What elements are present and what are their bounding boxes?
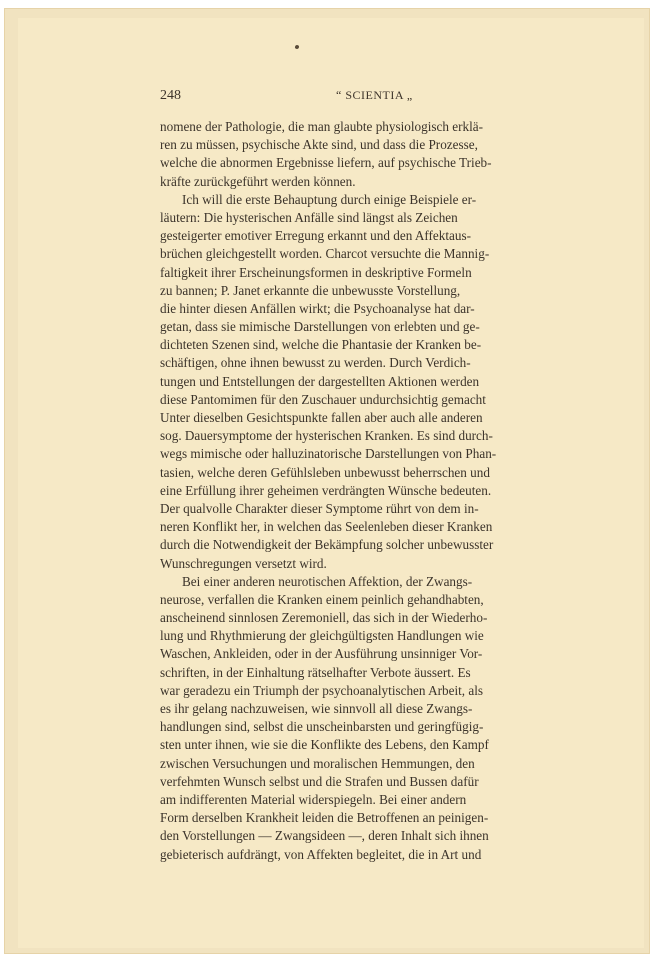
text-line: ren zu müssen, psychische Akte sind, und dass die Prozesse, — [160, 137, 478, 153]
text-line: neren Konflikt her, in welchen das Seelenleben dieser Kranken — [160, 519, 493, 535]
text-line: es ihr gelang nachzuweisen, wie sinnvoll all diese Zwangs- — [160, 701, 473, 716]
text-line: Ich will die erste Behauptung durch einige Beispiele er- — [182, 191, 477, 207]
text-line: wegs mimische oder halluzinatorische Darstellungen von Phan- — [160, 446, 497, 462]
text-line: Der qualvolle Charakter dieser Symptome rührt von dem in- — [160, 500, 479, 516]
text-line: handlungen sind, selbst die unscheinbarsten und geringfügig- — [160, 719, 484, 735]
text-line: läutern: Die hysterischen Anfälle sind längst als Zeichen — [160, 209, 458, 225]
text-line: getan, dass sie mimische Darstellungen von erlebten und ge- — [160, 319, 480, 335]
text-line: Wunschregungen versetzt wird. — [160, 555, 327, 571]
text-line: Form derselben Krankheit leiden die Betroffenen an peinigen- — [160, 810, 489, 826]
text-line: schäftigen, ohne ihnen bewusst zu werden. Durch Verdich- — [160, 355, 471, 371]
text-line: lung und Rhythmierung der gleichgültigsten Handlungen wie — [160, 628, 484, 644]
text-line: zu bannen; P. Janet erkannte die unbewusste Vorstellung, — [160, 282, 461, 298]
text-line: tasien, welche deren Gefühlsleben unbewusst beherrschen und — [160, 464, 490, 480]
text-line: am indifferenten Material widerspiegeln. Bei einer andern — [160, 791, 467, 807]
text-line: diese Pantomimen für den Zuschauer undurchsichtig gemacht — [160, 391, 486, 407]
text-line: den Vorstellungen — Zwangsideen —, deren Inhalt sich ihnen — [160, 828, 489, 844]
body-text — [160, 118, 500, 864]
text-line: war geradezu ein Triumph der psychoanalytischen Arbeit, als — [160, 682, 484, 698]
text-line: durch die Notwendigkeit der Bekämpfung solcher unbewusster — [160, 537, 494, 553]
text-line: gesteigerter emotiver Erregung erkannt und den Affektaus- — [160, 228, 472, 244]
text-line: sog. Dauersymptome der hysterischen Kranken. Es sind durch- — [160, 428, 493, 444]
text-line: welche die abnormen Ergebnisse liefern, auf psychische Trieb- — [160, 155, 492, 171]
text-line: Unter dieselben Gesichtspunkte fallen aber auch alle anderen — [160, 410, 483, 425]
text-line: faltigkeit ihrer Erscheinungsformen in deskriptive Formeln — [160, 264, 472, 280]
text-line: verfehmten Wunsch selbst und die Strafen und Bussen dafür — [160, 773, 479, 789]
text-line: anscheinend sinnlosen Zeremoniell, das sich in der Wiederho- — [160, 610, 488, 626]
text-line: kräfte zurückgeführt werden können. — [160, 173, 356, 189]
text-line: eine Erfüllung ihrer geheimen verdrängten Wünsche bedeuten. — [160, 482, 492, 498]
page-header — [160, 88, 500, 106]
text-line: Waschen, Ankleiden, oder in der Ausführung unsinniger Vor- — [160, 646, 483, 662]
text-line: die hinter diesen Anfällen wirkt; die Psychoanalyse hat dar- — [160, 300, 475, 316]
text-line: sten unter ihnen, wie sie die Konflikte des Lebens, den Kampf — [160, 737, 489, 753]
text-line: nomene der Pathologie, die man glaubte physiologisch erklä- — [160, 119, 484, 134]
text-line: brüchen gleichgestellt worden. Charcot versuchte die Mannig- — [160, 246, 490, 262]
text-line: neurose, verfallen die Kranken einem peinlich gehandhabten, — [160, 591, 484, 607]
text-line: gebieterisch aufdrängt, von Affekten begleitet, die in Art und — [160, 846, 482, 862]
text-line: zwischen Versuchungen und moralischen Hemmungen, den — [160, 755, 475, 771]
text-line: Bei einer anderen neurotischen Affektion, der Zwangs- — [182, 573, 473, 589]
page-number: 248 — [160, 88, 181, 103]
text-line: schriften, in der Einhaltung rätselhafter Verbote äussert. Es — [160, 664, 471, 680]
running-title: “ SCIENTIA „ — [336, 88, 413, 102]
text-line: dichteten Szenen sind, welche die Phantasie der Kranken be- — [160, 337, 482, 353]
text-line: tungen und Entstellungen der dargestellten Aktionen werden — [160, 373, 480, 389]
